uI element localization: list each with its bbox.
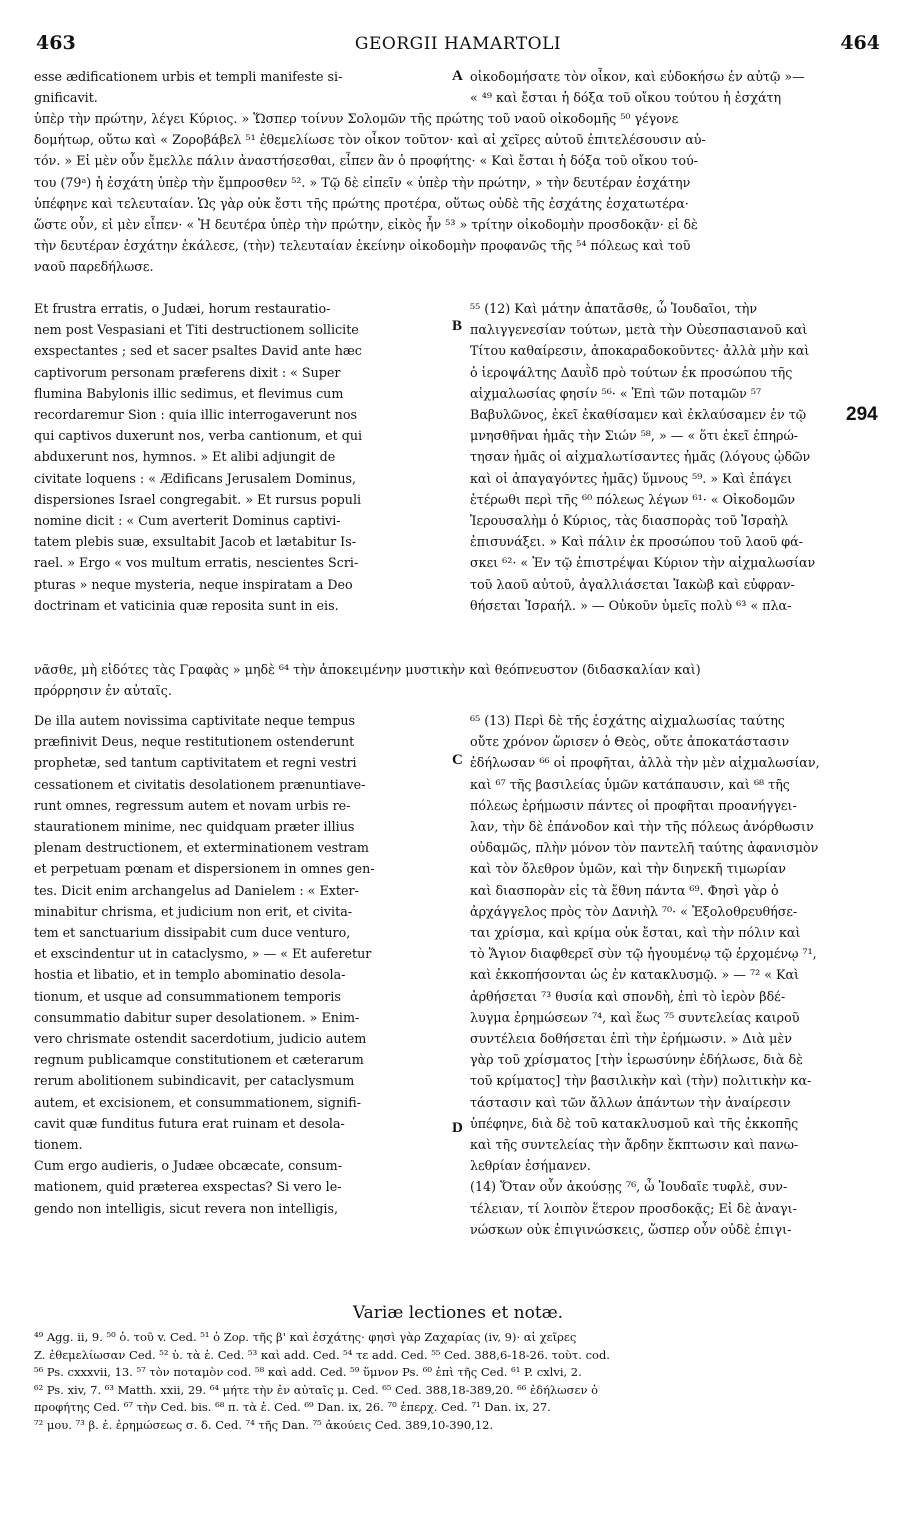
- note-line: ⁴⁹ Agg. ii, 9. ⁵⁰ ὁ. τοῦ v. Ced. ⁵¹ ὁ Ζορ. τῆς β' καὶ ἐσχάτης· φησὶ γὰρ Ζαχαρίας (iv, 9)· αἱ χεῖρες: [34, 1330, 577, 1344]
- note-line: ⁶² Ps. xiv, 7. ⁶³ Matth. xxii, 29. ⁶⁴ μήτε τὴν ἐν αὐταῖς μ. Ced. ⁶⁵ Ced. 388,18-389,20. ⁶⁶ ἐδήλωσεν ὁ: [34, 1382, 599, 1397]
- text-line: recordaremur Sion : quia illic interrogaverunt nos: [34, 407, 357, 423]
- text-line: ὁ ἱεροψάλτης Δαυῒδ πρὸ τούτων ἐκ προσώπου τῆς: [470, 364, 793, 380]
- text-line: ἀρθήσεται ⁷³ θυσία καὶ σπονδὴ, ἐπὶ τὸ ἱερὸν βδέ-: [470, 988, 786, 1004]
- text-line: αἰχμαλωσίας φησίν ⁵⁶· « Ἐπὶ τῶν ποταμῶν ⁵⁷: [470, 385, 762, 401]
- text-line: ὥστε οὖν, εἰ μὲν εἶπεν· « Ἡ δευτέρα ὑπὲρ τὴν πρώτην, εἰκὸς ἦν ⁵³ » τρίτην οἰκοδομὴν προσδοκᾷν· εἰ δὲ: [34, 217, 698, 233]
- text-line: flumina Babylonis illic sedimus, et flevimus cum: [34, 385, 344, 401]
- text-line: hostia et libatio, et in templo abominatio desola-: [34, 967, 346, 983]
- text-line: τόν. » Εἰ μὲν οὖν ἔμελλε πάλιν ἀναστήσεσθαι, εἶπεν ἂν ὁ προφήτης· « Καὶ ἔσται ἡ δόξα τοῦ οἴκου τού-: [34, 153, 698, 169]
- text-line: τοῦ κρίματος] τὴν βασιλικὴν καὶ (τὴν) πολιτικὴν κα-: [470, 1073, 812, 1089]
- text-line: tionum, et usque ad consummationem temporis: [34, 988, 341, 1004]
- text-line: ⁵⁵ (12) Καὶ μάτην ἀπατᾶσθε, ὦ Ἰουδαῖοι, τὴν: [470, 301, 758, 316]
- page-number-left: 463: [36, 32, 76, 54]
- text-line: et perpetuam pœnam et dispersionem in omnes gen-: [34, 861, 375, 877]
- text-line: καὶ οἱ ἀπαγαγόντες ἡμᾶς) ὕμνους ⁵⁹. » Καὶ ἐπάγει: [470, 470, 793, 486]
- greek-column-block-2: [470, 298, 882, 616]
- full-width-greek-block-2: [34, 659, 882, 701]
- text-line: καὶ ἐκκοπήσονται ὡς ἐν κατακλυσμῷ. » — ⁷² « Καὶ: [470, 967, 800, 983]
- greek-column-block-3: [470, 710, 882, 1240]
- text-line: pturas » neque mysteria, neque inspiratam a Deo: [34, 576, 353, 592]
- text-line: οὔτε χρόνον ὥρισεν ὁ Θεὸς, οὔτε ἀποκατάστασιν: [470, 734, 790, 750]
- text-line: ναοῦ παρεδήλωσε.: [34, 259, 154, 275]
- text-line: τοῦ λαοῦ αὐτοῦ, ἀγαλλιάσεται Ἰακὼβ καὶ εὐφραν-: [470, 576, 795, 592]
- text-line: runt omnes, regressum autem et novam urbis re-: [34, 797, 351, 813]
- text-line: gnificavit.: [34, 90, 98, 106]
- section-marker-b: B: [452, 318, 463, 334]
- text-line: civitate loquens : « Ædificans Jerusalem Dominus,: [34, 470, 357, 486]
- text-line: et exscindentur ut in cataclysmo, » — « Et auferetur: [34, 946, 372, 962]
- text-line: οἰκοδομήσατε τὸν οἶκον, καὶ εὐδοκήσω ἐν αὐτῷ »—: [470, 69, 805, 84]
- section-marker-d: D: [452, 1120, 463, 1136]
- notes-heading: Variæ lectiones et notæ.: [352, 1303, 564, 1323]
- text-line: De illa autem novissima captivitate neque tempus: [34, 713, 356, 728]
- page-number-right: 464: [840, 32, 880, 54]
- column-number: 294: [846, 404, 878, 425]
- text-line: regnum publicamque constitutionem et cæterarum: [34, 1052, 364, 1068]
- text-line: ἑτέρωθι περὶ τῆς ⁶⁰ πόλεως λέγων ⁶¹· « Οἰκοδομῶν: [470, 491, 796, 507]
- text-line: tes. Dicit enim archangelus ad Danielem : « Exter-: [34, 882, 359, 898]
- variant-readings: [34, 1329, 882, 1435]
- text-line: καὶ ⁶⁷ τῆς βασιλείας ὑμῶν κατάπαυσιν, καὶ ⁶⁸ τῆς: [470, 776, 790, 792]
- text-line: σκει ⁶²· « Ἐν τῷ ἐπιστρέψαι Κύριον τὴν αἰχμαλωσίαν: [470, 555, 816, 571]
- text-line: ὑπέφηνε, διὰ δὲ τοῦ κατακλυσμοῦ καὶ τῆς ἐκκοπῆς: [470, 1115, 799, 1131]
- text-line: τὸ Ἅγιον διαφθερεῖ σὺν τῷ ἡγουμένῳ τῷ ἐρχομένῳ ⁷¹,: [470, 946, 817, 962]
- note-line: ⁷² μου. ⁷³ β. ἐ. ἐρημώσεως σ. δ. Ced. ⁷⁴ τῆς Dan. ⁷⁵ ἀκούεις Ced. 389,10-390,12.: [34, 1417, 494, 1432]
- page-header: [36, 32, 880, 62]
- text-line: νᾶσθε, μὴ εἰδότες τὰς Γραφὰς » μηδὲ ⁶⁴ τὴν ἀποκειμένην μυστικὴν καὶ θεόπνευστον (διδασκαλίαν καὶ): [34, 662, 701, 677]
- section-marker-c: C: [452, 752, 463, 768]
- text-line: consummatio dabitur super desolationem. » Enim-: [34, 1009, 360, 1025]
- section-marker-a: A: [452, 68, 463, 84]
- text-line: καὶ τὸν ὄλεθρον ὑμῶν, καὶ τὴν διηνεκῆ τιμωρίαν: [470, 861, 786, 877]
- text-line: ἐδήλωσαν ⁶⁶ οἱ προφῆται, ἀλλὰ τὴν μὲν αἰχμαλωσίαν,: [470, 755, 820, 771]
- text-line: præfinivit Deus, neque restitutionem ostenderunt: [34, 734, 355, 750]
- text-line: rerum abolitionem subindicavit, per cataclysmum: [34, 1073, 355, 1089]
- latin-column-block-1: [34, 66, 446, 108]
- text-line: abduxerunt nos, hymnos. » Et alibi adjungit de: [34, 449, 336, 465]
- text-line: ἀρχάγγελος πρὸς τὸν Δανιὴλ ⁷⁰· « Ἐξολοθρευθήσε-: [470, 903, 798, 919]
- text-line: Βαβυλῶνος, ἐκεῖ ἐκαθίσαμεν καὶ ἐκλαύσαμεν ἐν τῷ: [470, 407, 807, 423]
- note-line: ⁵⁶ Ps. cxxxvii, 13. ⁵⁷ τὸν ποταμὸν cod. ⁵⁸ καὶ add. Ced. ⁵⁹ ὕμνον Ps. ⁶⁰ ἐπὶ τῆς Ced. ⁶¹ P. cxlvi, 2.: [34, 1365, 582, 1380]
- text-line: οὐδαμῶς, πλὴν μόνον τὸν παντελῆ ταύτης ἀφανισμὸν: [470, 840, 819, 856]
- text-line: gendo non intelligis, sicut revera non intelligis,: [34, 1200, 339, 1216]
- text-line: θήσεται Ἰσραήλ. » — Οὐκοῦν ὑμεῖς πολὺ ⁶³ « πλα-: [470, 597, 792, 613]
- text-line: esse ædificationem urbis et templi manifeste si-: [34, 69, 343, 84]
- note-line: προφήτης Ced. ⁶⁷ τὴν Ced. bis. ⁶⁸ π. τὰ ἑ. Ced. ⁶⁹ Dan. ix, 26. ⁷⁰ ἐπερχ. Ced. ⁷¹ Dan. ix, 27.: [34, 1400, 551, 1415]
- text-line: του (79ᵃ) ἡ ἐσχάτη ὑπὲρ τὴν ἔμπροσθεν ⁵². » Τῷ δὲ εἰπεῖν « ὑπὲρ τὴν πρώτην, » τὴν δευτέραν ἐσχάτην: [34, 174, 691, 190]
- text-line: τὴν δευτέραν ἐσχάτην ἐκάλεσε, (τὴν) τελευταίαν ἐκείνην οἰκοδομὴν προφανῶς τῆς ⁵⁴ πόλεως καὶ τοῦ: [34, 238, 691, 254]
- text-line: plenam destructionem, et exterminationem vestram: [34, 840, 369, 856]
- text-line: πόλεως ἐρήμωσιν πάντες οἱ προφῆται προανήγγει-: [470, 797, 797, 813]
- text-line: Cum ergo audieris, o Judæe obcæcate, consum-: [34, 1158, 343, 1174]
- text-line: συντέλεια δοθήσεται ἐπὶ τὴν ἐρήμωσιν. » Διὰ μὲν: [470, 1031, 792, 1047]
- text-line: ὑπὲρ τὴν πρώτην, λέγει Κύριος. » Ὥσπερ τοίνυν Σολομῶν τῆς πρώτης τοῦ ναοῦ οἰκοδομῆς ⁵⁰ γέγονε: [34, 111, 679, 126]
- note-line: Z. ἐθεμελίωσαν Ced. ⁵² ὑ. τὰ ἑ. Ced. ⁵³ καὶ add. Ced. ⁵⁴ τε add. Ced. ⁵⁵ Ced. 388,6-18-26. τοὺτ. cod.: [34, 1347, 610, 1362]
- latin-column-block-3: [34, 710, 446, 1219]
- text-line: ἐπισυνάξει. » Καὶ πάλιν ἐκ προσώπου τοῦ λαοῦ φά-: [470, 534, 803, 550]
- text-line: Et frustra erratis, o Judæi, horum restauratio-: [34, 301, 331, 316]
- text-line: vero chrismate ostendit sacerdotium, judicio autem: [34, 1031, 367, 1047]
- text-line: tatem plebis suæ, exsultabit Jacob et lætabitur Is-: [34, 534, 356, 550]
- text-line: cessationem et civitatis desolationem prænuntiave-: [34, 776, 366, 792]
- text-line: τησαν ἡμᾶς οἱ αἰχμαλωτίσαντες ἡμᾶς (λόγους ᾠδῶν: [470, 449, 811, 465]
- text-line: qui captivos duxerunt nos, verba cantionum, et qui: [34, 428, 363, 444]
- greek-column-block-1: [470, 66, 882, 108]
- text-line: cavit quæ funditus futura erat ruinam et desola-: [34, 1115, 345, 1131]
- text-line: staurationem minime, nec quidquam præter illius: [34, 819, 355, 835]
- text-line: ὑπέφηνε καὶ τελευταίαν. Ὡς γὰρ οὐκ ἔστι τῆς πρώτης προτέρα, οὕτως οὐδὲ τῆς ἐσχάτης ἐσχατωτέρα·: [34, 195, 689, 211]
- text-line: λυγμα ἐρημώσεων ⁷⁴, καὶ ἕως ⁷⁵ συντελείας καιροῦ: [470, 1009, 800, 1025]
- text-line: « ⁴⁹ καὶ ἔσται ἡ δόξα τοῦ οἴκου τούτου ἡ ἐσχάτη: [470, 90, 782, 106]
- text-line: nem post Vespasiani et Titi destructionem sollicite: [34, 322, 359, 338]
- text-line: mationem, quid præterea exspectas? Si vero le-: [34, 1179, 342, 1195]
- text-line: καὶ διασπορὰν εἰς τὰ ἔθνη πάντα ⁶⁹. Φησὶ γὰρ ὁ: [470, 882, 779, 898]
- text-line: tem et sanctuarium dissipabit cum duce venturo,: [34, 925, 351, 941]
- text-line: doctrinam et vaticinia quæ reposita sunt in eis.: [34, 597, 339, 613]
- text-line: minabitur chrisma, et judicium non erit, et civita-: [34, 903, 353, 919]
- text-line: λεθρίαν ἐσήμανεν.: [470, 1158, 591, 1174]
- text-line: dispersiones Israel congregabit. » Et rursus populi: [34, 491, 362, 507]
- full-width-greek-block-1: [34, 108, 882, 278]
- text-line: exspectantes ; sed et sacer psaltes David ante hæc: [34, 343, 362, 359]
- text-line: καὶ τῆς συντελείας τὴν ἄρδην ἔκπτωσιν καὶ πανω-: [470, 1137, 799, 1153]
- text-line: τέλειαν, τί λοιπὸν ἕτερον προσδοκᾷς; Εἰ δὲ ἀναγι-: [470, 1200, 797, 1216]
- text-line: δομήτωρ, οὕτω καὶ « Ζοροβάβελ ⁵¹ ἐθεμελίωσε τὸν οἶκον τοῦτον· καὶ αἱ χεῖρες αὐτοῦ ἐπιτελέσουσιν αὐ-: [34, 132, 706, 148]
- text-line: captivorum personam præferens dixit : « Super: [34, 364, 341, 380]
- text-line: μνησθῆναι ἡμᾶς τὴν Σιών ⁵⁸, » — « ὅτι ἐκεῖ ἐπηρώ-: [470, 428, 799, 444]
- latin-column-block-2: [34, 298, 446, 616]
- text-line: rael. » Ergo « vos multum erratis, nescientes Scri-: [34, 555, 359, 571]
- text-line: τάστασιν καὶ τῶν ἄλλων ἁπάντων τὴν ἀναίρεσιν: [470, 1094, 791, 1110]
- text-line: Ἱερουσαλὴμ ὁ Κύριος, τὰς διασπορὰς τοῦ Ἰσραὴλ: [470, 513, 789, 529]
- text-line: (14) Ὅταν οὖν ἀκούσῃς ⁷⁶, ὦ Ἰουδαῖε τυφλὲ, συν-: [470, 1179, 788, 1195]
- text-line: παλιγγενεσίαν τούτων, μετὰ τὴν Οὐεσπασιανοῦ καὶ: [470, 322, 808, 338]
- text-line: πρόρρησιν ἐν αὐταῖς.: [34, 683, 172, 699]
- text-line: ται χρίσμα, καὶ κρίμα οὐκ ἔσται, καὶ τὴν πόλιν καὶ: [470, 925, 801, 941]
- text-line: λαν, τὴν δὲ ἐπάνοδον καὶ τὴν τῆς πόλεως ἀνόρθωσιν: [470, 819, 814, 835]
- text-line: ⁶⁵ (13) Περὶ δὲ τῆς ἐσχάτης αἰχμαλωσίας ταύτης: [470, 713, 785, 728]
- text-line: autem, et excisionem, et consummationem, signifi-: [34, 1094, 361, 1110]
- text-line: nomine dicit : « Cum averterit Dominus captivi-: [34, 513, 341, 529]
- text-line: νώσκων οὐκ ἐπιγινώσκεις, ὥσπερ οὖν οὐδὲ ἐπιγι-: [470, 1221, 792, 1237]
- text-line: Τίτου καθαίρεσιν, ἀποκαραδοκοῦντες· ἀλλὰ μὴν καὶ: [470, 343, 810, 359]
- text-line: tionem.: [34, 1137, 83, 1153]
- running-title: GEORGII HAMARTOLI: [354, 34, 562, 54]
- text-line: γὰρ τοῦ χρίσματος [τὴν ἱερωσύνην ἐδήλωσε, διὰ δὲ: [470, 1052, 803, 1068]
- text-line: prophetæ, sed tantum captivitatem et regni vestri: [34, 755, 357, 771]
